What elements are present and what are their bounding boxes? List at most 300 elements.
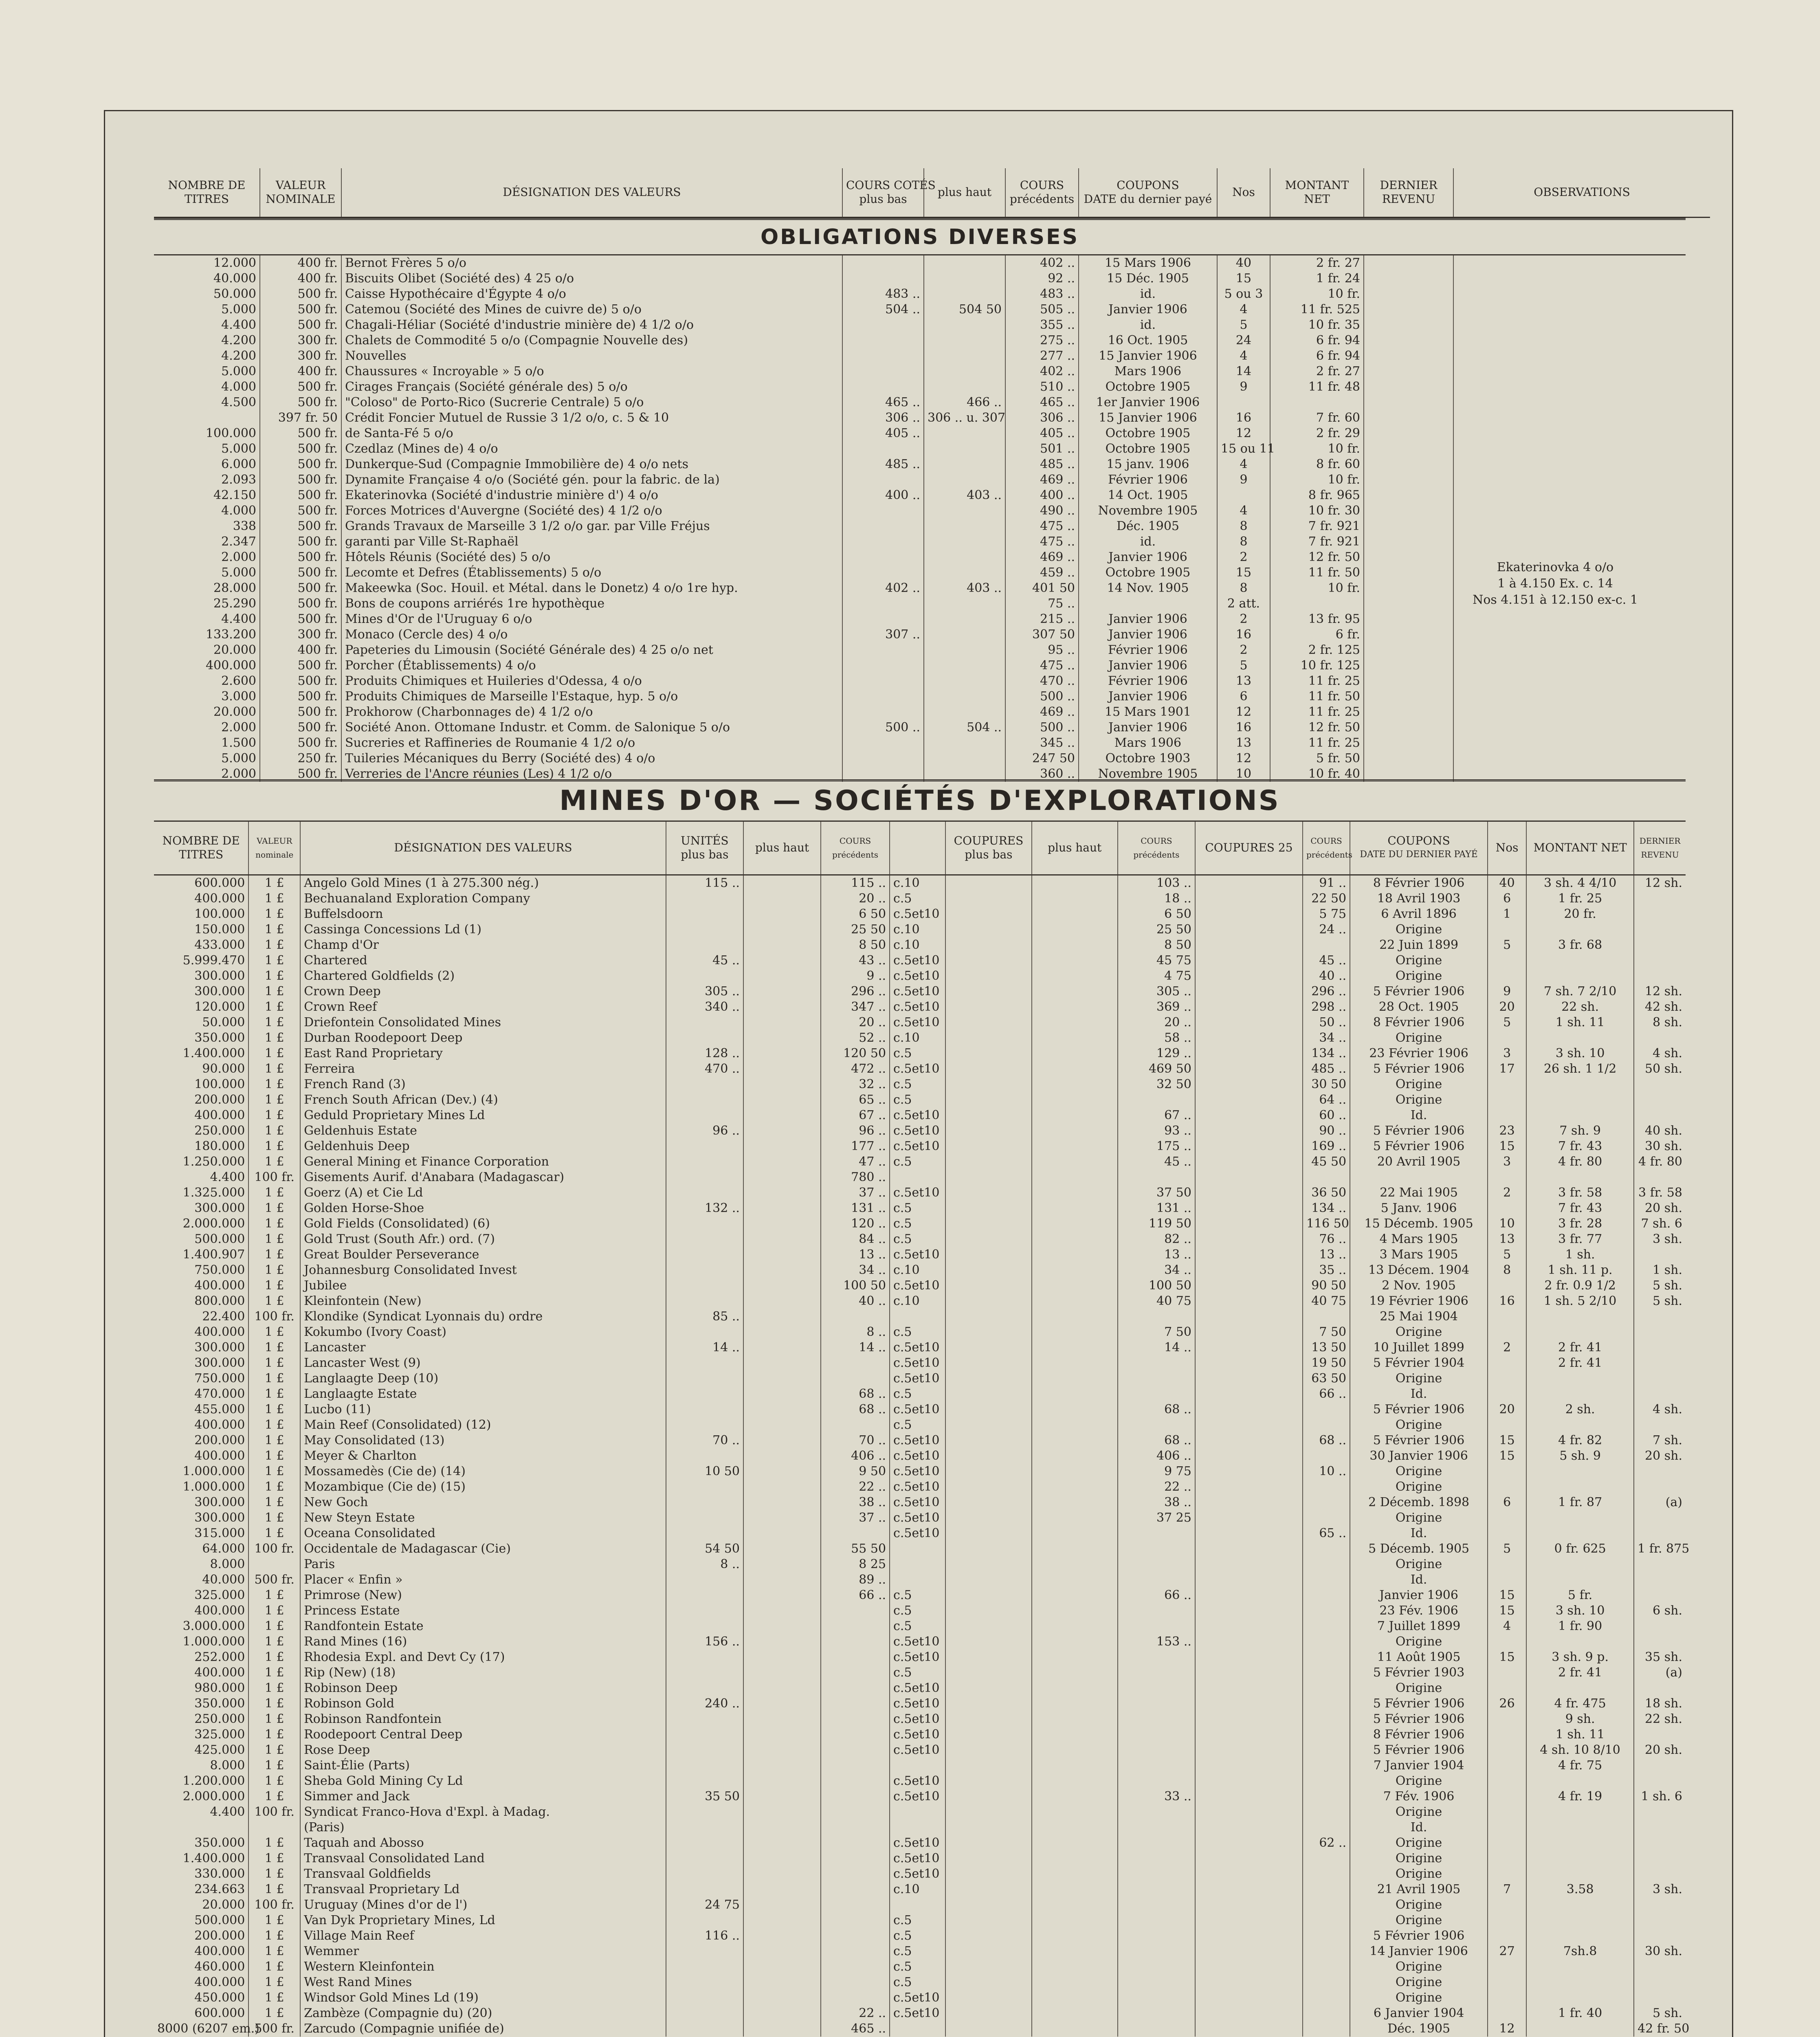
nombre-titres: 300.000 bbox=[194, 1201, 245, 1215]
cours-plus-bas bbox=[842, 379, 924, 395]
nombre-titres: 1.400.000 bbox=[182, 1046, 245, 1060]
col-cours-bas bbox=[842, 168, 936, 217]
coupures-type: c.5 bbox=[890, 1324, 945, 1340]
valeur-nominale: 1 £ bbox=[248, 1882, 300, 1897]
obligation-row bbox=[154, 673, 1710, 689]
date-dernier-paye: id. bbox=[1079, 534, 1217, 550]
dernier-revenu bbox=[1634, 1417, 1686, 1433]
valeur-nominale: 1 £ bbox=[248, 1448, 300, 1464]
valeur-nominale: 1 £ bbox=[248, 1510, 300, 1526]
valeur-nominale: 500 fr. bbox=[260, 488, 341, 503]
mine-row bbox=[154, 1232, 1686, 1247]
coupures-precedent: 119 50 bbox=[1118, 1216, 1195, 1232]
obligation-row bbox=[154, 658, 1710, 673]
nombre-titres: 1.400.907 bbox=[182, 1247, 245, 1262]
cours-precedent: 475 .. bbox=[1005, 534, 1079, 550]
observations-cell bbox=[1453, 704, 1710, 720]
designation: Crédit Foncier Mutuel de Russie 3 1/2 o/o, c. 5 & 10 bbox=[341, 410, 842, 426]
unites-plus-haut bbox=[743, 1944, 821, 1959]
date-dernier-paye: 7 Juillet 1899 bbox=[1350, 1619, 1488, 1634]
unites-plus-bas: 96 .. bbox=[666, 1123, 743, 1139]
dernier-revenu bbox=[1634, 891, 1686, 906]
unites-plus-haut bbox=[743, 1510, 821, 1526]
coupures-type: c.5 bbox=[890, 1046, 945, 1061]
coupures-precedent: 93 .. bbox=[1118, 1123, 1195, 1139]
cours-precedent: 9 .. bbox=[821, 968, 890, 984]
valeur-nominale: 500 fr. bbox=[260, 658, 341, 673]
cours-precedent bbox=[821, 1309, 890, 1324]
coupures25-precedent bbox=[1303, 1913, 1350, 1928]
coupures-plus-bas bbox=[945, 1820, 1031, 1835]
cours-precedent: 485 .. bbox=[1005, 457, 1079, 472]
coupures25 bbox=[1195, 1340, 1303, 1355]
col-coupures-c bbox=[890, 822, 945, 875]
unites-plus-haut bbox=[743, 1263, 821, 1278]
mine-row bbox=[154, 1650, 1686, 1665]
unites-plus-haut bbox=[743, 1402, 821, 1417]
nombre-titres: 300.000 bbox=[194, 1340, 245, 1355]
dernier-revenu bbox=[1634, 1077, 1686, 1092]
date-dernier-paye: Origine bbox=[1350, 1897, 1488, 1913]
coupures25-precedent: 40 75 bbox=[1303, 1293, 1350, 1309]
cours-precedent: 70 .. bbox=[821, 1433, 890, 1448]
coupures-plus-bas bbox=[945, 1324, 1031, 1340]
cours-precedent: 469 .. bbox=[1005, 472, 1079, 488]
dernier-revenu bbox=[1634, 1309, 1686, 1324]
coupon-no bbox=[1488, 1727, 1526, 1742]
montant-net: 5 fr. bbox=[1526, 1588, 1634, 1603]
coupures-precedent bbox=[1118, 1959, 1195, 1975]
designation: Tuileries Mécaniques du Berry (Société des) 4 o/o bbox=[341, 751, 842, 766]
coupures-type bbox=[890, 1309, 945, 1324]
coupon-no: 15 bbox=[1488, 1588, 1526, 1603]
coupon-no: 9 bbox=[1217, 379, 1270, 395]
coupures25-precedent bbox=[1303, 1634, 1350, 1650]
date-dernier-paye: Novembre 1905 bbox=[1079, 503, 1217, 519]
unites-plus-bas bbox=[666, 1247, 743, 1263]
coupon-no: 15 bbox=[1217, 271, 1270, 286]
cours-plus-bas: 306 .. bbox=[842, 410, 924, 426]
unites-plus-bas: 340 .. bbox=[666, 999, 743, 1015]
unites-plus-bas bbox=[666, 1526, 743, 1541]
dernier-revenu: 20 sh. bbox=[1634, 1201, 1686, 1216]
coupures-precedent: 13 .. bbox=[1118, 1247, 1195, 1263]
nombre-titres: 50.000 bbox=[213, 286, 256, 301]
valeur-nominale: 1 £ bbox=[248, 1386, 300, 1402]
coupures-type bbox=[890, 1820, 945, 1835]
coupures25 bbox=[1195, 1959, 1303, 1975]
montant-net: 10 fr. bbox=[1270, 472, 1364, 488]
cours-plus-haut bbox=[924, 642, 1005, 658]
coupures-plus-bas bbox=[945, 1773, 1031, 1789]
coupures-precedent: 68 .. bbox=[1118, 1433, 1195, 1448]
coupures-precedent bbox=[1118, 1928, 1195, 1944]
coupures-plus-bas bbox=[945, 1681, 1031, 1696]
montant-net: 10 fr. bbox=[1270, 441, 1364, 457]
valeur-nominale: 100 fr. bbox=[248, 1804, 300, 1820]
coupures-plus-bas bbox=[945, 1835, 1031, 1851]
col-nombre: NOMBRE DE TITRES bbox=[154, 822, 248, 875]
coupures-plus-haut bbox=[1032, 1479, 1118, 1495]
coupon-no bbox=[1488, 1634, 1526, 1650]
coupon-no bbox=[1488, 1959, 1526, 1975]
mine-row bbox=[154, 1092, 1686, 1108]
coupures-precedent bbox=[1118, 1572, 1195, 1588]
coupon-no: 15 bbox=[1488, 1650, 1526, 1665]
valeur-nominale: 1 £ bbox=[248, 1108, 300, 1123]
cours-plus-bas bbox=[842, 519, 924, 534]
cours-precedent: 307 50 bbox=[1005, 627, 1079, 642]
dernier-revenu: 8 sh. bbox=[1634, 1015, 1686, 1030]
coupures-plus-bas bbox=[945, 1417, 1031, 1433]
montant-net bbox=[1526, 1108, 1634, 1123]
designation: Ekaterinovka (Société d'industrie minière d') 4 o/o bbox=[341, 488, 842, 503]
nombre-titres: 3.000.000 bbox=[182, 1619, 245, 1633]
coupures-plus-bas bbox=[945, 1711, 1031, 1727]
unites-plus-bas bbox=[666, 1232, 743, 1247]
coupures25 bbox=[1195, 1201, 1303, 1216]
nombre-titres: 3.000 bbox=[221, 689, 256, 704]
cours-precedent: 296 .. bbox=[821, 984, 890, 999]
col-valeur: VALEUR nominale bbox=[248, 822, 300, 875]
coupon-no: 15 bbox=[1488, 1603, 1526, 1619]
mine-row bbox=[154, 1108, 1686, 1123]
coupures25 bbox=[1195, 1975, 1303, 1990]
coupon-no bbox=[1488, 1711, 1526, 1727]
montant-net: 7 fr. 43 bbox=[1526, 1201, 1634, 1216]
designation: Saint-Élie (Parts) bbox=[300, 1758, 666, 1773]
designation: Paris bbox=[300, 1557, 666, 1572]
observations-cell bbox=[1453, 457, 1710, 472]
montant-net bbox=[1526, 922, 1634, 937]
designation: Langlaagte Deep (10) bbox=[300, 1371, 666, 1386]
coupures-plus-haut bbox=[1032, 1170, 1118, 1185]
dernier-revenu bbox=[1364, 317, 1453, 333]
date-label: DATE du dernier payé bbox=[1084, 192, 1212, 206]
valeur-nominale: 1 £ bbox=[248, 1913, 300, 1928]
montant-net: 2 fr. 125 bbox=[1270, 642, 1364, 658]
obligation-row bbox=[154, 488, 1710, 503]
cours-plus-bas bbox=[842, 333, 924, 348]
obligation-row bbox=[154, 348, 1710, 364]
nombre-titres: 4.200 bbox=[221, 348, 256, 363]
dernier-revenu: 30 sh. bbox=[1634, 1139, 1686, 1154]
valeur-nominale bbox=[248, 1557, 300, 1572]
coupures-plus-bas bbox=[945, 1433, 1031, 1448]
cours-plus-bas: 400 .. bbox=[842, 488, 924, 503]
coupures-precedent bbox=[1118, 1804, 1195, 1820]
montant-net bbox=[1526, 953, 1634, 968]
nombre-titres: 8.000 bbox=[210, 1758, 245, 1773]
dernier-revenu bbox=[1634, 1526, 1686, 1541]
coupures25-precedent: 13 .. bbox=[1303, 1247, 1350, 1263]
coupures-precedent: 40 75 bbox=[1118, 1293, 1195, 1309]
montant-net bbox=[1526, 1479, 1634, 1495]
cours-precedent: 490 .. bbox=[1005, 503, 1079, 519]
montant-net: 2 fr. 0.9 1/2 bbox=[1526, 1278, 1634, 1293]
designation: Sucreries et Raffineries de Roumanie 4 1/2 o/o bbox=[341, 735, 842, 751]
cours-precedent: 43 .. bbox=[821, 953, 890, 968]
mine-row bbox=[154, 1572, 1686, 1588]
coupon-no: 13 bbox=[1217, 673, 1270, 689]
unites-plus-haut bbox=[743, 1711, 821, 1727]
unites-plus-haut bbox=[743, 937, 821, 953]
coupures-plus-bas bbox=[945, 1232, 1031, 1247]
coupon-no: 8 bbox=[1488, 1263, 1526, 1278]
coupures-type bbox=[890, 1170, 945, 1185]
designation: Johannesburg Consolidated Invest bbox=[300, 1263, 666, 1278]
cours-precedent: 67 .. bbox=[821, 1108, 890, 1123]
coupures-precedent bbox=[1118, 1820, 1195, 1835]
mine-row bbox=[154, 1201, 1686, 1216]
coupures25 bbox=[1195, 1510, 1303, 1526]
coupures25 bbox=[1195, 1820, 1303, 1835]
coupures-plus-haut bbox=[1032, 1139, 1118, 1154]
montant-net: 20 fr. bbox=[1526, 906, 1634, 922]
montant-net: 8 fr. 965 bbox=[1270, 488, 1364, 503]
coupures-plus-haut bbox=[1032, 1108, 1118, 1123]
coupon-no: 15 bbox=[1217, 565, 1270, 581]
dernier-revenu bbox=[1364, 472, 1453, 488]
unites-plus-bas bbox=[666, 1355, 743, 1371]
valeur-nominale: 1 £ bbox=[248, 1371, 300, 1386]
unites-plus-haut bbox=[743, 1835, 821, 1851]
plus-bas-label: plus bas bbox=[681, 848, 729, 862]
coupon-no: 12 bbox=[1217, 426, 1270, 441]
coupon-no: 16 bbox=[1217, 410, 1270, 426]
coupures-plus-bas bbox=[945, 1139, 1031, 1154]
montant-net: 7 sh. 9 bbox=[1526, 1123, 1634, 1139]
cours-plus-haut bbox=[924, 627, 1005, 642]
nombre-titres: 8.000 bbox=[210, 1557, 245, 1571]
obligation-row bbox=[154, 426, 1710, 441]
coupures25-precedent: 35 .. bbox=[1303, 1263, 1350, 1278]
unites-plus-haut bbox=[743, 1092, 821, 1108]
date-dernier-paye: Origine bbox=[1350, 1634, 1488, 1650]
unites-plus-haut bbox=[743, 1046, 821, 1061]
coupures-plus-haut bbox=[1032, 1835, 1118, 1851]
coupures-precedent bbox=[1118, 1711, 1195, 1727]
designation: Lancaster bbox=[300, 1340, 666, 1355]
obligations-table-block bbox=[154, 168, 1686, 782]
coupures-precedent bbox=[1118, 1773, 1195, 1789]
cours-precedent bbox=[821, 1975, 890, 1990]
coupon-no: 4 bbox=[1217, 348, 1270, 364]
cours-precedent: 55 50 bbox=[821, 1541, 890, 1557]
mine-row bbox=[154, 2021, 1686, 2037]
coupures-precedent bbox=[1118, 1371, 1195, 1386]
date-dernier-paye: 5 Février 1906 bbox=[1350, 984, 1488, 999]
coupures25-precedent bbox=[1303, 1959, 1350, 1975]
montant-net: 1 sh. 11 bbox=[1526, 1727, 1634, 1742]
coupures-type: c.5 bbox=[890, 1154, 945, 1170]
unites-plus-haut bbox=[743, 1061, 821, 1077]
nombre-titres: 6.000 bbox=[221, 457, 256, 471]
coupures-type bbox=[890, 1557, 945, 1572]
montant-net bbox=[1526, 1526, 1634, 1541]
coupures-plus-haut bbox=[1032, 1526, 1118, 1541]
coupures-precedent: 45 .. bbox=[1118, 1154, 1195, 1170]
montant-net: 3 fr. 58 bbox=[1526, 1185, 1634, 1201]
coupures-plus-haut bbox=[1032, 1309, 1118, 1324]
cours-precedent: 465 .. bbox=[1005, 395, 1079, 410]
dernier-revenu bbox=[1364, 534, 1453, 550]
cours-precedent: 510 .. bbox=[1005, 379, 1079, 395]
unites-plus-haut bbox=[743, 1727, 821, 1742]
coupures-plus-haut bbox=[1032, 1557, 1118, 1572]
coupures-plus-haut bbox=[1032, 968, 1118, 984]
valeur-nominale: 100 fr. bbox=[248, 1541, 300, 1557]
coupures-type: c.5 bbox=[890, 1944, 945, 1959]
unites-plus-bas bbox=[666, 1727, 743, 1742]
nombre-titres: 4.000 bbox=[221, 503, 256, 518]
coupures-type: c.5et10 bbox=[890, 984, 945, 999]
coupures25 bbox=[1195, 1928, 1303, 1944]
unites-plus-haut bbox=[743, 1851, 821, 1866]
unites-plus-bas bbox=[666, 1742, 743, 1758]
coupon-no bbox=[1488, 968, 1526, 984]
coupures-type: c.5et10 bbox=[890, 1278, 945, 1293]
coupures-type: c.5 bbox=[890, 1665, 945, 1681]
coupures-type: c.5et10 bbox=[890, 1433, 945, 1448]
mine-row bbox=[154, 1603, 1686, 1619]
cours-precedent bbox=[821, 1742, 890, 1758]
coupures-type: c.5 bbox=[890, 1975, 945, 1990]
observations-cell bbox=[1453, 488, 1710, 503]
nombre-titres: 300.000 bbox=[194, 1510, 245, 1525]
coupures-precedent bbox=[1118, 1727, 1195, 1742]
date-dernier-paye: Janvier 1906 bbox=[1079, 689, 1217, 704]
unites-plus-haut bbox=[743, 1975, 821, 1990]
nombre-titres: 100.000 bbox=[194, 1077, 245, 1091]
coupon-no: 3 bbox=[1488, 1154, 1526, 1170]
coupures-precedent bbox=[1118, 1913, 1195, 1928]
unites-plus-haut bbox=[743, 984, 821, 999]
coupures25-precedent bbox=[1303, 1711, 1350, 1727]
coupures25 bbox=[1195, 1619, 1303, 1634]
unites-plus-haut bbox=[743, 1665, 821, 1681]
nombre-titres: 325.000 bbox=[194, 1727, 245, 1742]
col-coupures-bas bbox=[945, 822, 1031, 875]
designation: Nouvelles bbox=[341, 348, 842, 364]
mine-row bbox=[154, 1696, 1686, 1711]
coupures-plus-haut bbox=[1032, 999, 1118, 1015]
dernier-revenu bbox=[1364, 364, 1453, 379]
coupures25 bbox=[1195, 968, 1303, 984]
dernier-revenu bbox=[1634, 1108, 1686, 1123]
cours-precedent: 247 50 bbox=[1005, 751, 1079, 766]
coupures-plus-bas bbox=[945, 922, 1031, 937]
unites-plus-haut bbox=[743, 1866, 821, 1882]
valeur-nominale: 1 £ bbox=[248, 1433, 300, 1448]
valeur-nominale: 1 £ bbox=[248, 1402, 300, 1417]
col-valeur: VALEUR NOMINALE bbox=[260, 168, 341, 217]
coupures-plus-haut bbox=[1032, 1541, 1118, 1557]
coupures25 bbox=[1195, 1046, 1303, 1061]
nombre-titres: 400.000 bbox=[194, 1324, 245, 1339]
coupures-precedent bbox=[1118, 1619, 1195, 1634]
nombre-titres: 100.000 bbox=[194, 906, 245, 921]
montant-net: 1 sh. 11 p. bbox=[1526, 1263, 1634, 1278]
coupon-no: 9 bbox=[1217, 472, 1270, 488]
coupures25-precedent bbox=[1303, 1479, 1350, 1495]
obligation-row bbox=[154, 395, 1710, 410]
observations-cell bbox=[1453, 503, 1710, 519]
dernier-revenu bbox=[1634, 1897, 1686, 1913]
coupures-precedent bbox=[1118, 1990, 1195, 2006]
observations-cell bbox=[1453, 658, 1710, 673]
unites-plus-bas bbox=[666, 1588, 743, 1603]
coupures25 bbox=[1195, 1278, 1303, 1293]
unites-plus-haut bbox=[743, 1619, 821, 1634]
mine-row bbox=[154, 1804, 1686, 1820]
cours-precedent bbox=[821, 1928, 890, 1944]
designation: Simmer and Jack bbox=[300, 1789, 666, 1804]
montant-net: 10 fr. 35 bbox=[1270, 317, 1364, 333]
montant-net: 7 fr. 60 bbox=[1270, 410, 1364, 426]
date-dernier-paye: Février 1906 bbox=[1079, 472, 1217, 488]
coupures-type: c.5et10 bbox=[890, 1526, 945, 1541]
designation: Lancaster West (9) bbox=[300, 1355, 666, 1371]
montant-net bbox=[1526, 1990, 1634, 2006]
unites-plus-haut bbox=[743, 1479, 821, 1495]
unites-plus-bas bbox=[666, 1386, 743, 1402]
date-dernier-paye: Janvier 1906 bbox=[1079, 612, 1217, 627]
coupures25-precedent bbox=[1303, 1789, 1350, 1804]
nombre-titres: 450.000 bbox=[194, 1990, 245, 2005]
coupon-no bbox=[1488, 953, 1526, 968]
unites-plus-haut bbox=[743, 999, 821, 1015]
valeur-nominale: 1 £ bbox=[248, 1928, 300, 1944]
coupures25 bbox=[1195, 891, 1303, 906]
unites-plus-haut bbox=[743, 1247, 821, 1263]
cours-plus-bas bbox=[842, 348, 924, 364]
coupon-no bbox=[1488, 1773, 1526, 1789]
dernier-revenu: 3 sh. bbox=[1634, 1882, 1686, 1897]
designation: Durban Roodepoort Deep bbox=[300, 1030, 666, 1046]
cours-precedent: 131 .. bbox=[821, 1201, 890, 1216]
cours-plus-haut bbox=[924, 735, 1005, 751]
coupures-plus-haut bbox=[1032, 1634, 1118, 1650]
date-dernier-paye: 11 Août 1905 bbox=[1350, 1650, 1488, 1665]
montant-net: 3 fr. 28 bbox=[1526, 1216, 1634, 1232]
valeur-nominale: 100 fr. bbox=[248, 1170, 300, 1185]
coupures25 bbox=[1195, 937, 1303, 953]
date-dernier-paye: Origine bbox=[1350, 1866, 1488, 1882]
unites-plus-bas bbox=[666, 1603, 743, 1619]
date-dernier-paye: 10 Juillet 1899 bbox=[1350, 1340, 1488, 1355]
valeur-nominale: 1 £ bbox=[248, 1681, 300, 1696]
unites-plus-haut bbox=[743, 2021, 821, 2037]
coupures25-precedent bbox=[1303, 2021, 1350, 2037]
observations-cell bbox=[1453, 627, 1710, 642]
coupon-no: 15 ou 11 bbox=[1217, 441, 1270, 457]
mine-row bbox=[154, 968, 1686, 984]
valeur-nominale: 500 fr. bbox=[260, 596, 341, 612]
cours-precedent: 65 .. bbox=[821, 1092, 890, 1108]
nombre-titres: 5.000 bbox=[221, 302, 256, 317]
cours-plus-haut bbox=[924, 441, 1005, 457]
unites-plus-bas: 54 50 bbox=[666, 1541, 743, 1557]
coupures25 bbox=[1195, 1526, 1303, 1541]
mine-row bbox=[154, 1170, 1686, 1185]
montant-net: 11 fr. 525 bbox=[1270, 302, 1364, 317]
montant-net: 7 sh. 7 2/10 bbox=[1526, 984, 1634, 999]
coupures25-precedent: 63 50 bbox=[1303, 1371, 1350, 1386]
nombre-titres: 40.000 bbox=[213, 271, 256, 286]
unites-plus-haut bbox=[743, 1572, 821, 1588]
coupures-precedent bbox=[1118, 1526, 1195, 1541]
